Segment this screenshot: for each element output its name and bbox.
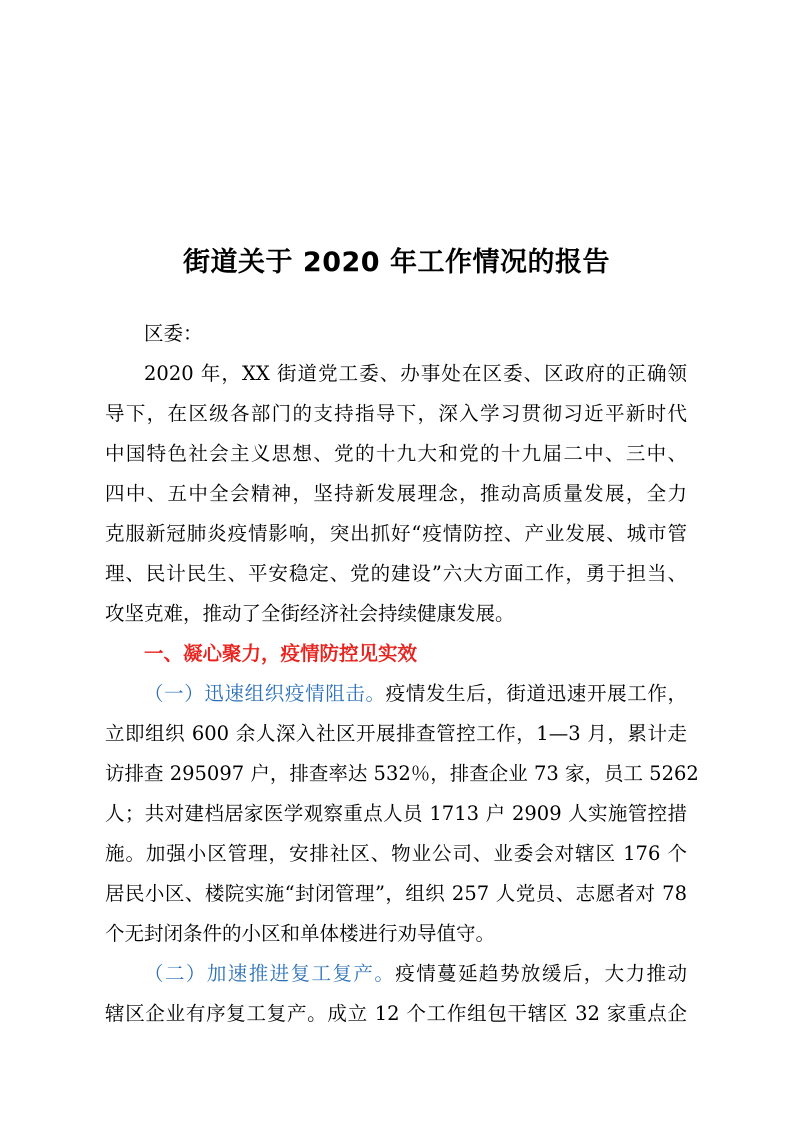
subsection-line: 访排查 295097 户，排查率达 532％，排查企业 73 家，员工 5262 bbox=[105, 762, 699, 785]
intro-line: 克服新冠肺炎疫情影响，突出抓好“疫情防控、产业发展、城市管 bbox=[105, 522, 687, 545]
subsection-line: 立即组织 600 余人深入社区开展排查管控工作，1—3 月，累计走 bbox=[105, 722, 687, 745]
subsection-heading: （一）迅速组织疫情阻击。 bbox=[144, 682, 386, 705]
intro-line: 导下，在区级各部门的支持指导下，深入学习贯彻习近平新时代 bbox=[105, 402, 687, 425]
document-title: 街道关于 2020 年工作情况的报告 bbox=[183, 247, 610, 278]
subsection-first-line bbox=[144, 959, 687, 989]
subsection-text: 疫情发生后，街道迅速开展工作， bbox=[385, 682, 687, 705]
intro-line: 理、民计民生、平安稳定、党的建设”六大方面工作，勇于担当、 bbox=[105, 562, 687, 585]
subsection-line: 个无封闭条件的小区和单体楼进行劝导值守。 bbox=[105, 922, 496, 945]
subsection-first-line bbox=[144, 679, 687, 709]
subsection-heading: （二）加速推进复工复产。 bbox=[144, 962, 396, 985]
intro-line: 四中、五中全会精神，坚持新发展理念，推动高质量发展，全力 bbox=[105, 482, 687, 505]
subsection-text: 疫情蔓延趋势放缓后，大力推动 bbox=[395, 962, 687, 985]
subsection-line: 居民小区、楼院实施“封闭管理”，组织 257 人党员、志愿者对 78 bbox=[105, 882, 687, 905]
section-heading: 一、凝心聚力，疫情防控见实效 bbox=[144, 642, 418, 665]
salutation: 区委： bbox=[144, 322, 203, 345]
subsection-line: 施。加强小区管理，安排社区、物业公司、业委会对辖区 176 个 bbox=[105, 842, 687, 865]
intro-line: 2020 年，XX 街道党工委、办事处在区委、区政府的正确领 bbox=[144, 362, 687, 385]
subsection-line: 辖区企业有序复工复产。成立 12 个工作组包干辖区 32 家重点企 bbox=[105, 1002, 687, 1025]
intro-line: 中国特色社会主义思想、党的十九大和党的十九届二中、三中、 bbox=[105, 442, 687, 465]
intro-line: 攻坚克难，推动了全街经济社会持续健康发展。 bbox=[105, 602, 515, 625]
subsection-line: 人；共对建档居家医学观察重点人员 1713 户 2909 人实施管控措 bbox=[105, 802, 687, 825]
